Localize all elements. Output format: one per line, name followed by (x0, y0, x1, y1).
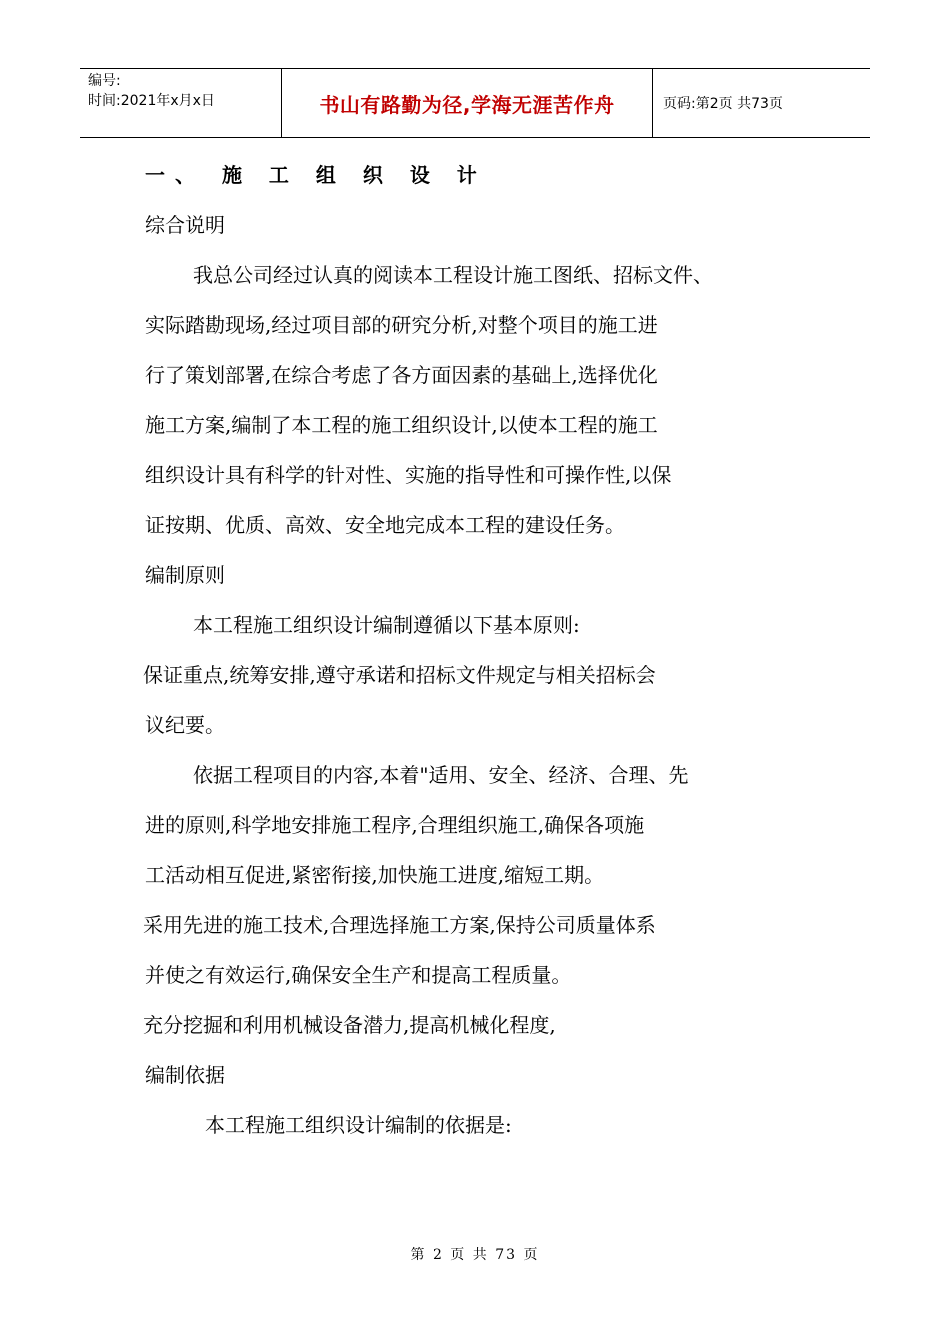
paragraph-line: 行了策划部署,在综合考虑了各方面因素的基础上,选择优化 (145, 363, 658, 387)
page-header (80, 68, 870, 138)
section-heading: 一、 施 工 组 织 设 计 (145, 163, 487, 187)
subheading-general: 综合说明 (145, 213, 225, 237)
header-left-cell (80, 69, 282, 137)
paragraph-line: 工活动相互促进,紧密衔接,加快施工进度,缩短工期。 (145, 863, 605, 887)
paragraph-line: 采用先进的施工技术,合理选择施工方案,保持公司质量体系 (143, 913, 656, 937)
paragraph-line: 本工程施工组织设计编制遵循以下基本原则: (193, 613, 580, 637)
header-page-code: 页码:第2页 共73页 (663, 96, 783, 112)
subheading-principles: 编制原则 (145, 563, 225, 587)
paragraph-line: 我总公司经过认真的阅读本工程设计施工图纸、招标文件、 (193, 263, 713, 287)
document-number-label: 编号: (88, 73, 121, 89)
paragraph-line: 进的原则,科学地安排施工程序,合理组织施工,确保各项施 (145, 813, 645, 837)
paragraph-line: 本工程施工组织设计编制的依据是: (205, 1113, 512, 1137)
subheading-basis: 编制依据 (145, 1063, 225, 1087)
paragraph-line: 并使之有效运行,确保安全生产和提高工程质量。 (145, 963, 572, 987)
paragraph-line: 保证重点,统筹安排,遵守承诺和招标文件规定与相关招标会 (143, 663, 656, 687)
document-body (145, 150, 835, 1150)
paragraph-line: 组织设计具有科学的针对性、实施的指导性和可操作性,以保 (145, 463, 672, 487)
paragraph-line: 实际踏勘现场,经过项目部的研究分析,对整个项目的施工进 (145, 313, 658, 337)
paragraph-line: 议纪要。 (145, 713, 225, 737)
page-footer: 第 2 页 共 73 页 (410, 1247, 540, 1263)
header-motto: 书山有路勤为径,学海无涯苦作舟 (282, 69, 653, 137)
document-time-label: 时间:2021年x月x日 (88, 93, 215, 109)
paragraph-line: 依据工程项目的内容,本着"适用、安全、经济、合理、先 (193, 763, 689, 787)
paragraph-line: 证按期、优质、高效、安全地完成本工程的建设任务。 (145, 513, 625, 537)
paragraph-line: 施工方案,编制了本工程的施工组织设计,以使本工程的施工 (145, 413, 658, 437)
paragraph-line: 充分挖掘和利用机械设备潜力,提高机械化程度, (143, 1013, 556, 1037)
